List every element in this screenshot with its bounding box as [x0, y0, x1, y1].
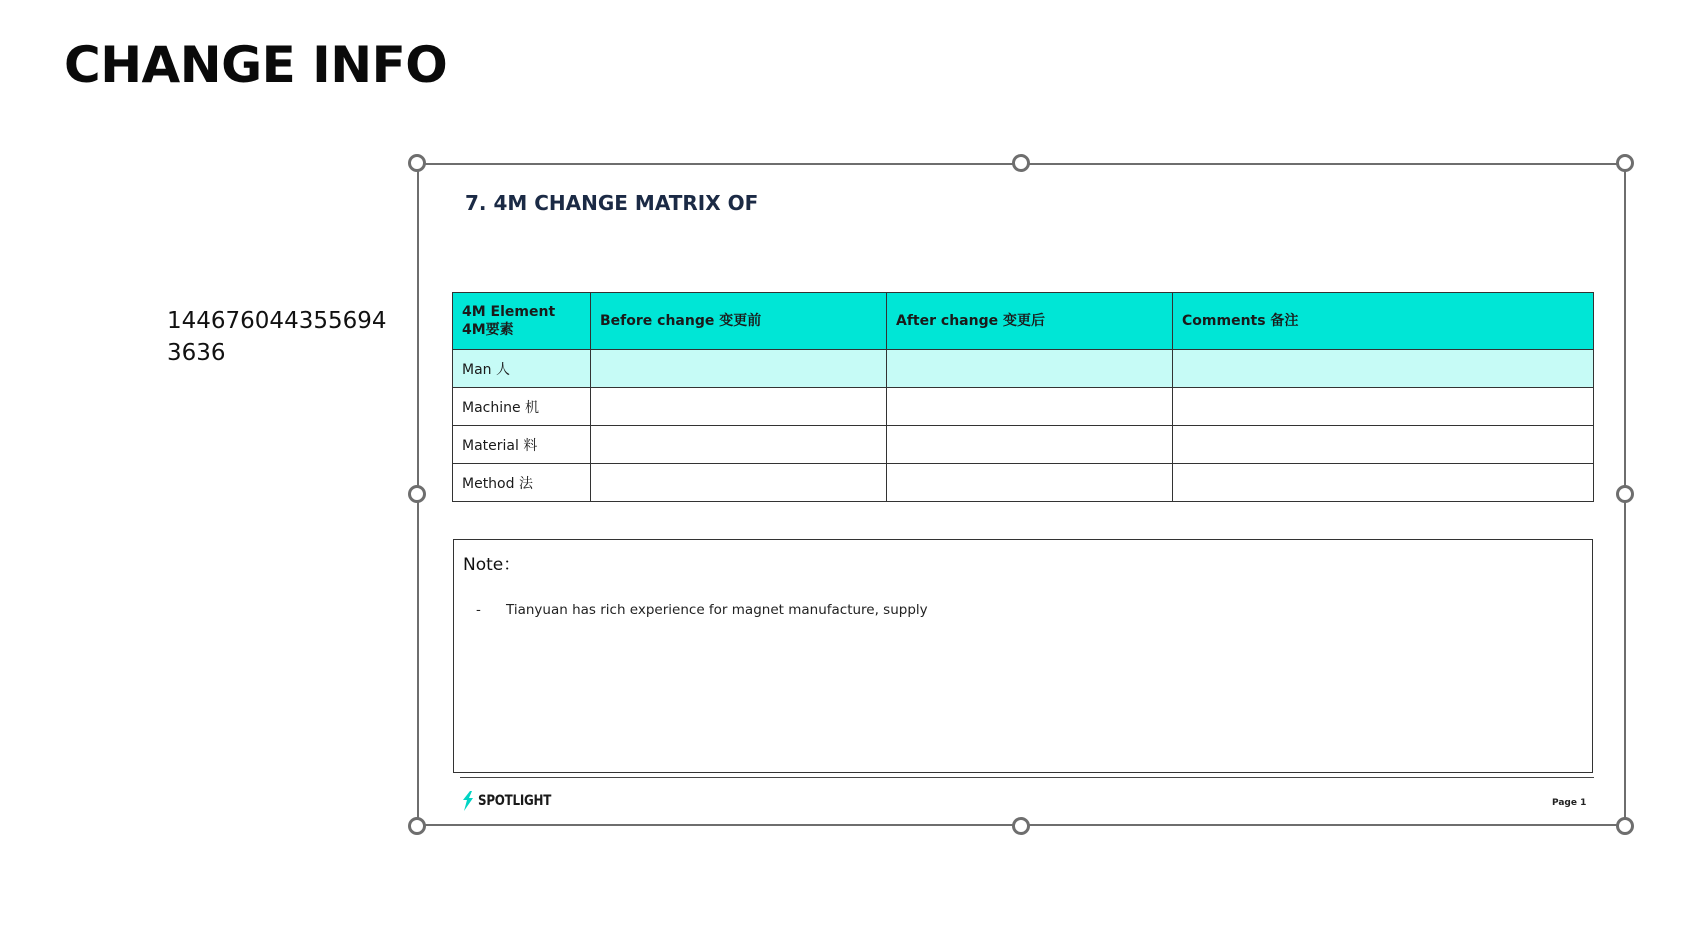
footer-divider: [460, 777, 1594, 778]
table-cell[interactable]: Machine 机: [453, 388, 591, 426]
table-cell[interactable]: [887, 350, 1173, 388]
table-cell[interactable]: [591, 464, 887, 502]
note-item: [476, 602, 928, 618]
resize-handle-middle-left[interactable]: [408, 485, 426, 503]
table-row: [453, 426, 1594, 464]
spotlight-bolt-icon: [461, 791, 475, 811]
table-row: [453, 464, 1594, 502]
note-box[interactable]: [453, 539, 1593, 773]
change-matrix-table: [452, 292, 1594, 502]
resize-handle-top-center[interactable]: [1012, 154, 1030, 172]
header-cell-before-change: Before change 变更前: [591, 293, 887, 350]
table-cell[interactable]: Method 法: [453, 464, 591, 502]
table-cell[interactable]: [1173, 388, 1594, 426]
side-id-text: 144676044355694 3636: [167, 308, 387, 366]
table-cell[interactable]: [887, 426, 1173, 464]
note-bullet: -: [476, 602, 481, 618]
header-cell-comments: Comments 备注: [1173, 293, 1594, 350]
resize-handle-bottom-right[interactable]: [1616, 817, 1634, 835]
note-label: Note：: [463, 555, 521, 575]
table-cell[interactable]: [1173, 426, 1594, 464]
table-header-row: [453, 293, 1594, 350]
table-cell[interactable]: [591, 350, 887, 388]
table-cell[interactable]: [887, 388, 1173, 426]
table-cell[interactable]: Material 料: [453, 426, 591, 464]
table-cell[interactable]: [1173, 464, 1594, 502]
resize-handle-top-right[interactable]: [1616, 154, 1634, 172]
table-cell[interactable]: [1173, 350, 1594, 388]
brand-logo: [461, 791, 564, 811]
page-number: Page 1: [1552, 798, 1587, 808]
slide-preview: [419, 165, 1624, 824]
table-cell[interactable]: [591, 426, 887, 464]
resize-handle-middle-right[interactable]: [1616, 485, 1634, 503]
header-cell-after-change: After change 变更后: [887, 293, 1173, 350]
header-cell-4m-element: 4M Element 4M要素: [453, 293, 591, 350]
table-cell[interactable]: [887, 464, 1173, 502]
table-cell[interactable]: [591, 388, 887, 426]
brand-name: SPOTLIGHT: [478, 793, 552, 809]
resize-handle-bottom-left[interactable]: [408, 817, 426, 835]
resize-handle-top-left[interactable]: [408, 154, 426, 172]
resize-handle-bottom-center[interactable]: [1012, 817, 1030, 835]
page-title: CHANGE INFO: [64, 36, 448, 94]
note-item-text: Tianyuan has rich experience for magnet manufacture, supply: [506, 602, 928, 618]
table-row: [453, 350, 1594, 388]
table-cell[interactable]: Man 人: [453, 350, 591, 388]
slide-title: 7. 4M CHANGE MATRIX OF: [465, 191, 759, 215]
table-row: [453, 388, 1594, 426]
